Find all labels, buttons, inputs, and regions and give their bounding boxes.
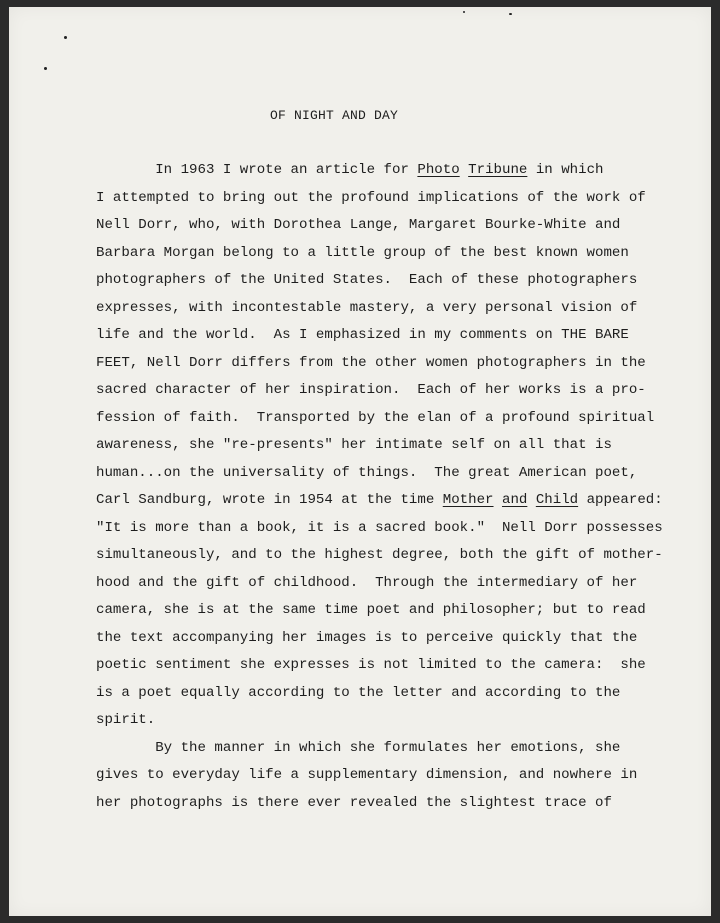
paper-speck bbox=[64, 36, 67, 39]
document-body bbox=[96, 157, 666, 817]
text-line: poetic sentiment she expresses is not limited to the camera: she bbox=[96, 657, 646, 673]
text-line: human...on the universality of things. The great American poet, bbox=[96, 464, 638, 481]
text-line: Nell Dorr, who, with Dorothea Lange, Margaret Bourke-White and bbox=[96, 217, 621, 233]
text-line: is a poet equally according to the letter and according to the bbox=[96, 684, 621, 701]
text-line: In 1963 I wrote an article for Photo Tribune in which bbox=[96, 162, 604, 178]
text-line: I attempted to bring out the profound implications of the work of bbox=[96, 189, 646, 206]
text-line: hood and the gift of childhood. Through the intermediary of her bbox=[96, 574, 638, 591]
underlined-title: Tribune bbox=[468, 162, 528, 178]
underlined-title: and bbox=[501, 492, 528, 508]
document-page bbox=[9, 7, 711, 916]
underlined-title: Mother bbox=[442, 492, 494, 508]
underlined-title: Child bbox=[535, 492, 579, 508]
text-line: the text accompanying her images is to perceive quickly that the bbox=[96, 629, 638, 646]
paper-speck bbox=[509, 13, 512, 15]
text-line: Carl Sandburg, wrote in 1954 at the time Mother and Child appeared: bbox=[96, 492, 663, 508]
paper-speck bbox=[44, 67, 47, 70]
text-line: awareness, she "re-presents" her intimate self on all that is bbox=[96, 437, 612, 453]
text-line: Barbara Morgan belong to a little group of the best known women bbox=[96, 244, 629, 261]
text-line: FEET, Nell Dorr differs from the other women photographers in the bbox=[96, 354, 646, 371]
text-line: camera, she is at the same time poet and philosopher; but to read bbox=[96, 602, 646, 618]
document-title: OF NIGHT AND DAY bbox=[269, 108, 399, 123]
text-line: "It is more than a book, it is a sacred book." Nell Dorr possesses bbox=[96, 519, 663, 536]
text-line: her photographs is there ever revealed the slightest trace of bbox=[96, 794, 612, 811]
underlined-title: Photo bbox=[417, 162, 460, 178]
text-line: spirit. bbox=[96, 712, 156, 728]
paper-speck bbox=[463, 11, 465, 13]
text-line: sacred character of her inspiration. Each of her works is a pro- bbox=[96, 382, 646, 398]
text-line: life and the world. As I emphasized in my comments on THE BARE bbox=[96, 327, 629, 343]
text-line: gives to everyday life a supplementary dimension, and nowhere in bbox=[96, 767, 638, 783]
text-line: simultaneously, and to the highest degree, both the gift of mother- bbox=[96, 547, 663, 563]
text-line: By the manner in which she formulates her emotions, she bbox=[96, 739, 621, 756]
text-line: expresses, with incontestable mastery, a very personal vision of bbox=[96, 299, 638, 316]
text-line: photographers of the United States. Each of these photographers bbox=[96, 272, 638, 288]
text-line: fession of faith. Transported by the elan of a profound spiritual bbox=[96, 409, 655, 426]
